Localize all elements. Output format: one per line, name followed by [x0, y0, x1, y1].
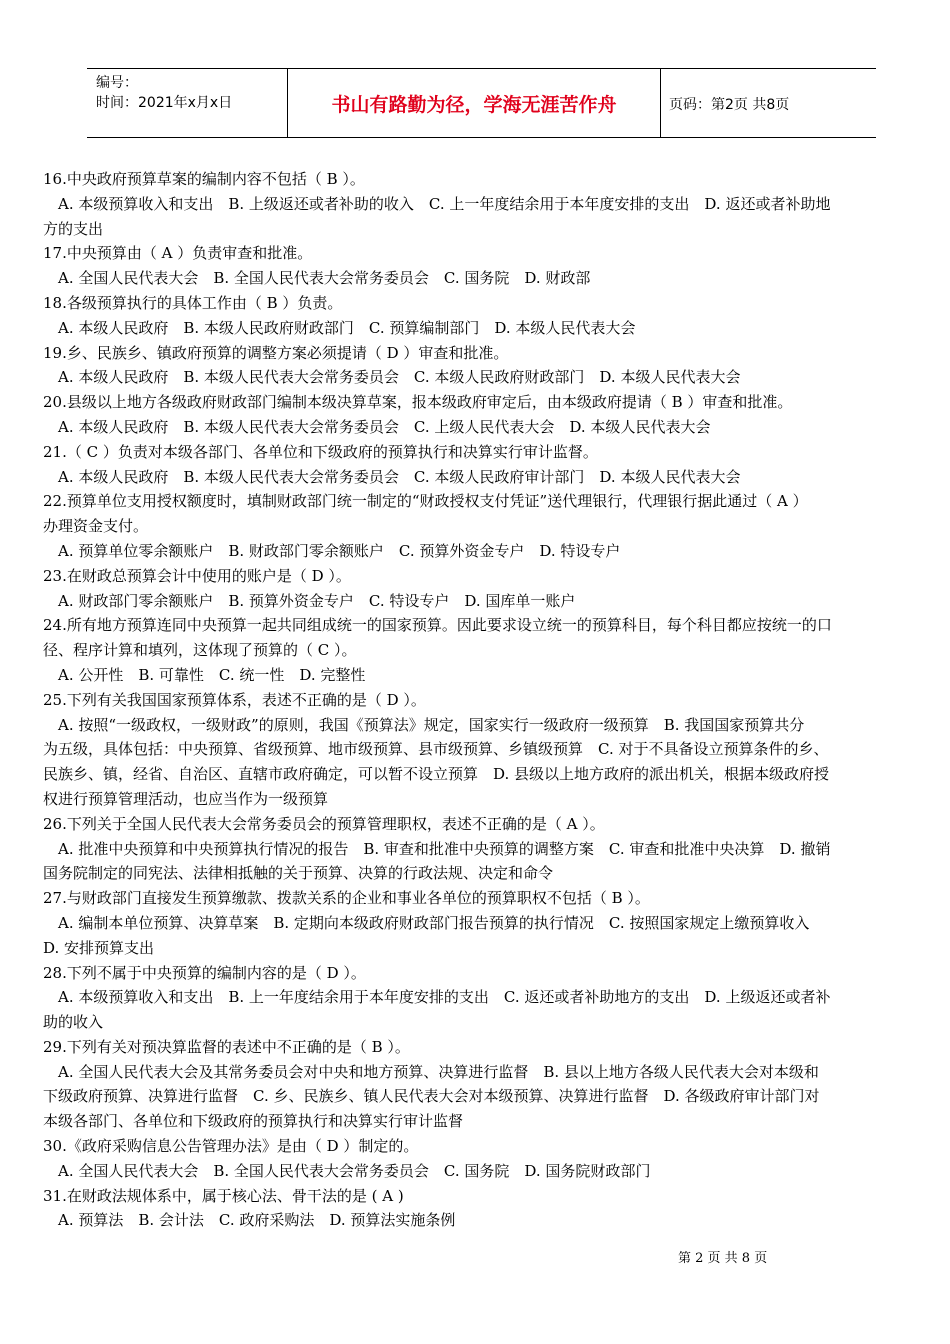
options-line: A. 本级预算收入和支出 B. 上级返还或者补助的收入 C. 上一年度结余用于本年度安排的支出 D. 返还或者补助地	[58, 194, 831, 213]
question-line: 28.下列不属于中央预算的编制内容的是（ D ）。	[43, 963, 366, 982]
options-line: A. 本级人民政府 B. 本级人民代表大会常务委员会 C. 本级人民政府财政部门 D. 本级人民代表大会	[58, 368, 741, 387]
question-line: 23.在财政总预算会计中使用的账户是（ D ）。	[43, 566, 351, 585]
continuation-line: 办理资金支付。	[43, 517, 149, 536]
question-line: 26.下列关于全国人民代表大会常务委员会的预算管理职权，表述不正确的是（ A ）。	[43, 814, 605, 833]
header-info	[96, 73, 286, 113]
continuation-line: 国务院制定的同宪法、法律相抵触的关于预算、决算的行政法规、决定和命令	[43, 864, 554, 883]
question-line: 20.县级以上地方各级政府财政部门编制本级决算草案，报本级政府审定后，由本级政府提请（ B ）审查和批准。	[43, 393, 793, 412]
question-line: 29.下列有关对预决算监督的表述中不正确的是（ B ）。	[43, 1037, 410, 1056]
options-line: A. 批准中央预算和中央预算执行情况的报告 B. 审查和批准中央预算的调整方案 C. 审查和批准中央决算 D. 撤销	[58, 839, 831, 858]
continuation-line: 权进行预算管理活动，也应当作为一级预算	[43, 789, 329, 808]
question-line: 18.各级预算执行的具体工作由（ B ）负责。	[43, 293, 343, 312]
options-line: A. 按照“一级政权，一级财政”的原则，我国《预算法》规定，国家实行一级政府一级预算 B. 我国国家预算共分	[58, 715, 805, 734]
header-page-label: 页码：第2页 共8页	[669, 97, 790, 113]
continuation-line: D. 安排预算支出	[43, 938, 155, 957]
continuation-line: 本级各部门、各单位和下级政府的预算执行和决算实行审计监督	[43, 1112, 464, 1131]
options-line: A. 本级人民政府 B. 本级人民代表大会常务委员会 C. 本级人民政府审计部门 D. 本级人民代表大会	[58, 467, 741, 486]
question-line: 16.中央政府预算草案的编制内容不包括（ B ）。	[43, 170, 365, 188]
question-line: 30.《政府采购信息公告管理办法》是由（ D ）制定的。	[43, 1137, 419, 1156]
header-motto: 书山有路勤为径，学海无涯苦作舟	[287, 69, 661, 137]
question-line: 21.（ C ）负责对本级各部门、各单位和下级政府的预算执行和决算实行审计监督。	[43, 442, 598, 461]
question-line: 27.与财政部门直接发生预算缴款、拨款关系的企业和事业各单位的预算职权不包括（ B ）。	[43, 889, 650, 908]
question-line: 19.乡、民族乡、镇政府预算的调整方案必须提请（ D ）审查和批准。	[43, 343, 509, 362]
options-line: A. 预算法 B. 会计法 C. 政府采购法 D. 预算法实施条例	[58, 1211, 456, 1230]
options-line: A. 预算单位零余额账户 B. 财政部门零余额账户 C. 预算外资金专户 D. 特设专户	[58, 541, 621, 560]
options-line: A. 全国人民代表大会 B. 全国人民代表大会常务委员会 C. 国务院 D. 财政部	[58, 269, 591, 288]
question-line: 22.预算单位支用授权额度时，填制财政部门统一制定的“财政授权支付凭证”送代理银行，代理银行据此通过（ A ）	[43, 492, 808, 511]
options-line: A. 财政部门零余额账户 B. 预算外资金专户 C. 特设专户 D. 国库单一账户	[58, 591, 576, 610]
options-line: A. 全国人民代表大会及其常务委员会对中央和地方预算、决算进行监督 B. 县以上地方各级人民代表大会对本级和	[58, 1062, 819, 1081]
options-line: A. 编制本单位预算、决算草案 B. 定期向本级政府财政部门报告预算的执行情况 C. 按照国家规定上缴预算收入	[58, 913, 810, 932]
continuation-line: 下级政府预算、决算进行监督 C. 乡、民族乡、镇人民代表大会对本级预算、决算进行监督 D. 各级政府审计部门对	[43, 1087, 820, 1106]
document-body	[43, 167, 921, 1233]
options-line: A. 本级预算收入和支出 B. 上一年度结余用于本年度安排的支出 C. 返还或者补助地方的支出 D. 上级返还或者补	[58, 988, 831, 1007]
options-line: A. 本级人民政府 B. 本级人民政府财政部门 C. 预算编制部门 D. 本级人民代表大会	[58, 318, 636, 337]
doc-time-label: 时间：2021年x月x日	[96, 95, 233, 111]
continuation-line: 助的收入	[43, 1013, 104, 1032]
page-footer: 第 2 页 共 8 页	[678, 1251, 768, 1266]
continuation-line: 为五级，具体包括：中央预算、省级预算、地市级预算、县市级预算、乡镇级预算 C. 对于不具备设立预算条件的乡、	[43, 740, 829, 759]
continuation-line: 民族乡、镇，经省、自治区、直辖市政府确定，可以暂不设立预算 D. 县级以上地方政府的派出机关，根据本级政府授	[43, 765, 830, 784]
options-line: A. 本级人民政府 B. 本级人民代表大会常务委员会 C. 上级人民代表大会 D. 本级人民代表大会	[58, 417, 711, 436]
options-line: A. 公开性 B. 可靠性 C. 统一性 D. 完整性	[58, 665, 366, 684]
doc-number-label: 编号：	[96, 75, 138, 91]
continuation-line: 径、程序计算和填列，这体现了预算的（ C ）。	[43, 641, 357, 660]
question-line: 31.在财政法规体系中，属于核心法、骨干法的是 ( A )	[43, 1186, 404, 1205]
question-line: 17.中央预算由（ A ）负责审查和批准。	[43, 244, 313, 263]
question-line: 24.所有地方预算连同中央预算一起共同组成统一的国家预算。因此要求设立统一的预算科目，每个科目都应按统一的口	[43, 616, 832, 635]
page-header	[87, 68, 876, 138]
continuation-line: 方的支出	[43, 219, 104, 238]
options-line: A. 全国人民代表大会 B. 全国人民代表大会常务委员会 C. 国务院 D. 国务院财政部门	[58, 1161, 651, 1180]
question-line: 25.下列有关我国国家预算体系，表述不正确的是（ D ）。	[43, 690, 426, 709]
